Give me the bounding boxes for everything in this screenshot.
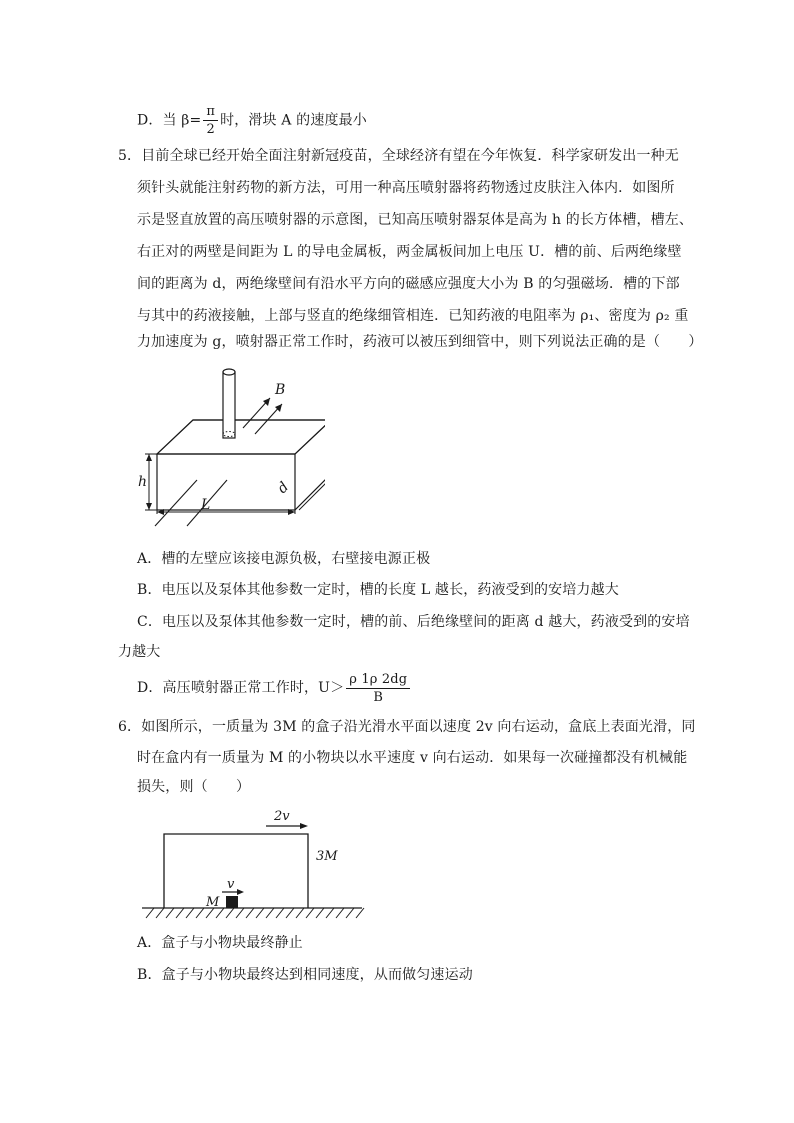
q6-stem-line-2: 时在盒内有一质量为 M 的小物块以水平速度 v 向右运动．如果每一次碰撞都没有机械能 bbox=[137, 750, 688, 766]
q5-option-d bbox=[137, 668, 412, 708]
tube-top-opening bbox=[223, 369, 235, 375]
ground-hatching bbox=[146, 908, 364, 918]
q5-stem-line-3: 示是竖直放置的高压喷射器的示意图，已知高压喷射器泵体是高为 h 的长方体槽，槽左、 bbox=[137, 212, 694, 228]
fraction-denominator: B bbox=[373, 689, 384, 705]
vertical-tube bbox=[223, 372, 235, 438]
q5-option-d-fraction bbox=[346, 671, 410, 706]
label-box-mass: 3M bbox=[316, 849, 338, 864]
q4-option-d-fraction bbox=[203, 103, 218, 138]
pump-top-face bbox=[157, 420, 325, 454]
label-h: h bbox=[138, 474, 148, 490]
fraction-numerator: π bbox=[203, 103, 218, 121]
q4-option-d-prefix: D．当 β= bbox=[137, 112, 202, 129]
q5-option-d-prefix: D．高压喷射器正常工作时，U＞ bbox=[137, 680, 345, 696]
q5-stem-line-1: 5．目前全球已经开始全面注射新冠疫苗，全球经济有望在今年恢复．科学家研发出一种无 bbox=[118, 148, 679, 164]
q6-option-a: A．盒子与小物块最终静止 bbox=[137, 935, 303, 951]
label-l: L bbox=[201, 497, 211, 513]
label-block-mass: M bbox=[206, 895, 220, 910]
q5-stem-line-2: 须针头就能注射药物的新方法，可用一种高压喷射器将药物透过皮肤注入体内．如图所 bbox=[137, 180, 675, 196]
label-box-velocity: 2v bbox=[274, 809, 290, 824]
dimension-lines bbox=[145, 454, 325, 514]
q4-option-d bbox=[137, 103, 367, 138]
q5-option-b: B．电压以及泵体其他参数一定时，槽的长度 L 越长，药液受到的安培力越大 bbox=[137, 582, 619, 598]
label-d: d bbox=[274, 479, 293, 497]
fraction-denominator: 2 bbox=[206, 122, 215, 137]
q5-stem-line-5: 间的距离为 d，两绝缘壁间有沿水平方向的磁感应强度大小为 B 的匀强磁场．槽的下部 bbox=[137, 276, 680, 292]
q5-option-c-line-2: 力越大 bbox=[118, 644, 161, 660]
q5-stem-line-6: 与其中的药液接触，上部与竖直的绝缘细管相连．已知药液的电阻率为 ρ₁、密度为 ρ₂ 重 bbox=[137, 308, 689, 324]
label-b: B bbox=[275, 382, 286, 398]
label-block-velocity: v bbox=[227, 877, 235, 892]
magnetic-field-lines bbox=[155, 398, 282, 526]
q6-option-b: B．盒子与小物块最终达到相同速度，从而做匀速运动 bbox=[137, 967, 473, 983]
q5-option-a: A．槽的左壁应该接电源负极，右壁接电源正极 bbox=[137, 551, 431, 567]
q5-pump-figure bbox=[135, 362, 325, 532]
q5-option-c-line-1: C．电压以及泵体其他参数一定时，槽的前、后绝缘壁间的距离 d 越大，药液受到的安培 bbox=[137, 614, 690, 630]
small-block bbox=[226, 896, 238, 908]
q6-stem-line-1: 6．如图所示，一质量为 3M 的盒子沿光滑水平面以速度 2v 向右运动，盒底上表面光滑，同 bbox=[118, 719, 696, 735]
fraction-numerator: ρ 1ρ 2dg bbox=[346, 671, 410, 689]
q5-stem-line-4: 右正对的两壁是间距为 L 的导电金属板，两金属板间加上电压 U．槽的前、后两绝缘壁 bbox=[137, 244, 682, 260]
q6-box-figure bbox=[138, 800, 368, 930]
q6-stem-line-3: 损失，则（ ） bbox=[137, 779, 251, 795]
q5-stem-line-7: 力加速度为 g，喷射器正常工作时，药液可以被压到细管中，则下列说法正确的是（ ） bbox=[137, 334, 703, 350]
q4-option-d-suffix: 时，滑块 A 的速度最小 bbox=[220, 112, 367, 129]
pump-right-face bbox=[295, 420, 325, 510]
